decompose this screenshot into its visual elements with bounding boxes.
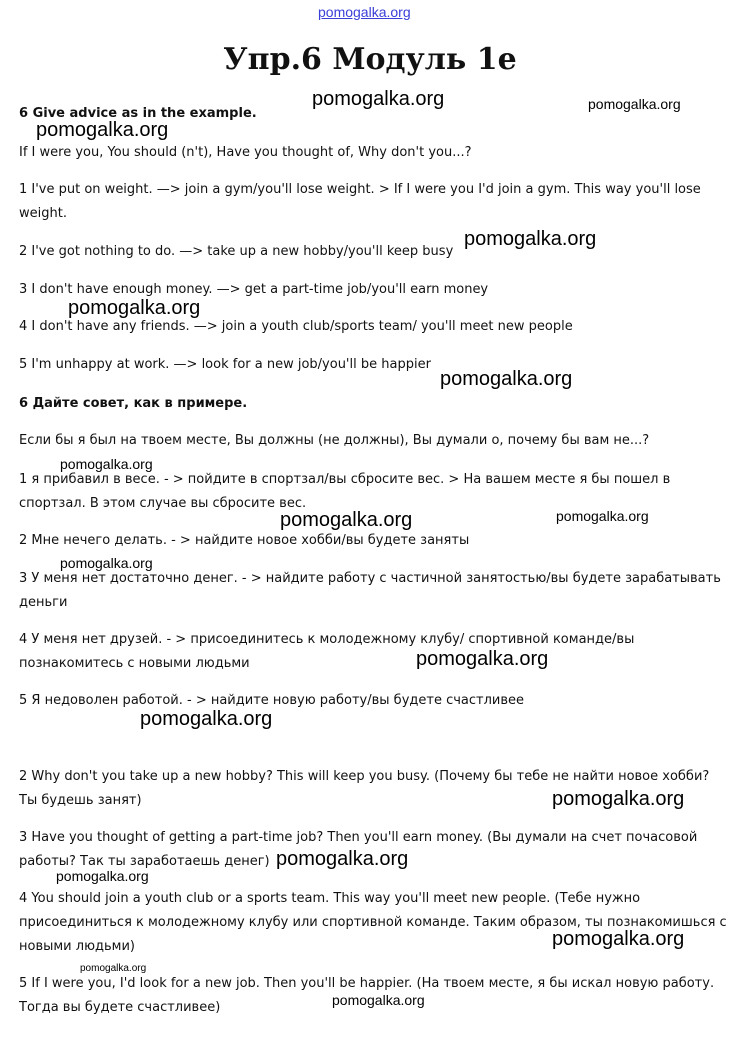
russian-item: 5 Я недоволен работой. - > найдите новую работу/вы будете счастливее — [19, 693, 525, 708]
russian-item: 4 У меня нет друзей. - > присоединитесь к молодежному клубу/ спортивной команде/вы познакомитесь с новыми людьми — [19, 632, 635, 671]
watermark: pomogalka.org — [280, 509, 413, 531]
russian-heading: 6 Дайте совет, как в примере. — [19, 396, 248, 411]
watermark: pomogalka.org — [56, 868, 149, 884]
page-title: Упр.6 Модуль 1е — [223, 42, 517, 77]
watermark: pomogalka.org — [68, 297, 201, 319]
english-item: 3 I don't have enough money. —> get a part-time job/you'll earn money — [19, 282, 489, 297]
watermark-link[interactable]: pomogalka.org — [318, 4, 411, 20]
watermark: pomogalka.org — [140, 708, 273, 730]
answer-item: 3 Have you thought of getting a part-time job? Then you'll earn money. (Вы думали на счет почасовой работы? Так ты заработаешь денег) — [19, 830, 698, 869]
watermark: pomogalka.org — [440, 368, 573, 390]
english-item: 5 I'm unhappy at work. —> look for a new job/you'll be happier — [19, 357, 431, 372]
watermark: pomogalka.org — [80, 963, 147, 974]
watermark: pomogalka.org — [276, 848, 409, 870]
watermark: pomogalka.org — [332, 992, 425, 1008]
russian-item: 2 Мне нечего делать. - > найдите новое хобби/вы будете заняты — [19, 533, 470, 548]
watermark: pomogalka.org — [60, 456, 153, 472]
watermark: pomogalka.org — [312, 88, 445, 110]
english-item: 2 I've got nothing to do. —> take up a new hobby/you'll keep busy — [19, 244, 454, 259]
watermark: pomogalka.org — [416, 648, 549, 670]
russian-item: 3 У меня нет достаточно денег. - > найдите работу с частичной занятостью/вы будете зарабатывать деньги — [19, 571, 721, 610]
english-heading: 6 Give advice as in the example. — [19, 106, 257, 121]
russian-item: 1 я прибавил в весе. - > пойдите в спортзал/вы сбросите вес. > На вашем месте я бы пошел в спортзал. В этом случае вы сбросите вес. — [19, 472, 671, 511]
watermark: pomogalka.org — [552, 928, 685, 950]
watermark: pomogalka.org — [588, 96, 681, 112]
english-item: 1 I've put on weight. —> join a gym/you'll lose weight. > If I were you I'd join a gym. This way you'll lose weight. — [19, 182, 701, 221]
watermark: pomogalka.org — [60, 555, 153, 571]
russian-intro: Если бы я был на твоем месте, Вы должны (не должны), Вы думали о, почему бы вам не...? — [19, 433, 650, 448]
answer-item: 5 If I were you, I'd look for a new job. Then you'll be happier. (На твоем месте, я бы искал новую работу. Тогда вы будете счастливее) — [19, 976, 715, 1015]
watermark: pomogalka.org — [556, 508, 649, 524]
english-item: 4 I don't have any friends. —> join a youth club/sports team/ you'll meet new people — [19, 319, 573, 334]
watermark: pomogalka.org — [36, 119, 169, 141]
english-intro: If I were you, You should (n't), Have you thought of, Why don't you...? — [19, 145, 472, 160]
watermark: pomogalka.org — [464, 228, 597, 250]
watermark: pomogalka.org — [552, 788, 685, 810]
answer-item: 2 Why don't you take up a new hobby? This will keep you busy. (Почему бы тебе не найти новое хобби? Ты будешь занят) — [19, 769, 710, 808]
answer-item: 4 You should join a youth club or a sports team. This way you'll meet new people. (Тебе нужно присоединиться к молодежному клубу или спортивной команде. Таким образом, ты познакомишься с новыми людьми) — [19, 891, 727, 954]
